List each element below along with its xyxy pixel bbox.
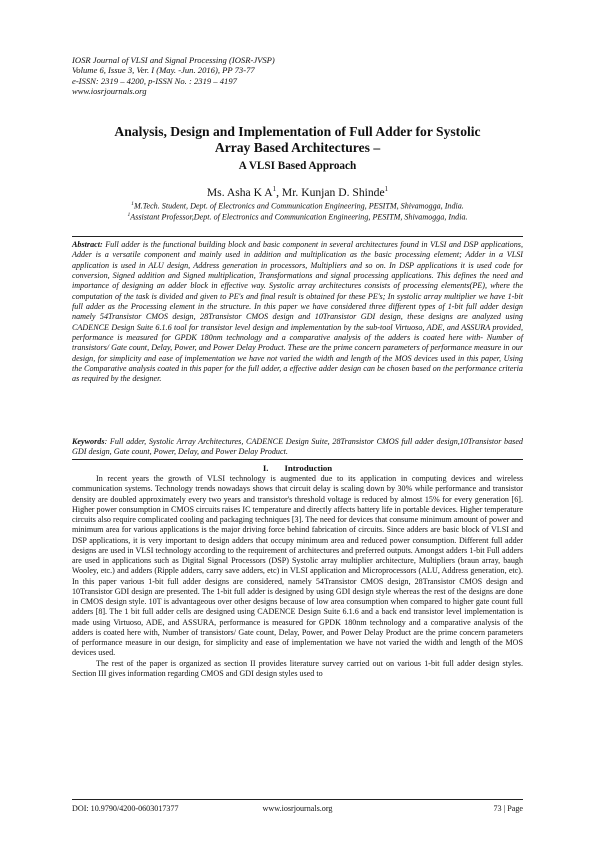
section-heading-introduction	[60, 463, 535, 474]
introduction-body	[72, 474, 523, 679]
abstract-text: Full adder is the functional building block and basic component in several architectures found in VLSI and DSP applications, Adder is a versatile component and mainly used in addition and multiplication as the basic processing element; Adder in a VLSI application is used in ALU design, Address generation in processors, Multipliers and so on. In DSP applications it is used code for conversion, Signed addition and Signed multiplication, Transformations and signal processing applications. This defines the need and importance of designing an adder block in effective way. Systolic array architectures consists of processing elements(PE), where the computation of the task is divided and given to PE's and final result is obtained for these PE's; In systolic array multiplier we have 1-bit full adder as the Processing element in the structure. In this paper we have considered three different types of 1-bit full adder design namely 54Transistor CMOS design, 28Transistor CMOS design and 10Transistor GDI design, these designs are analyzed using CADENCE Design Suite 6.1.6 tool for transistor level design and implementation by the sub-tool Virtuoso, ADE, and ASSURA provided, performance is measured for GPDK 180nm technology and a comparative analysis of the adders is coated here with- Number of transistors/ Gate count, Delay, Power, and Power Delay Product. These are the prime concern parameters of performance measure in our design, for simplicity and ease of implementation we have not varied the width and length of the MOS devices used in this paper, Using the Comparative analysis coated in this paper for the full adder, a effective adder design can be chosen based on the performance criteria as required by the designer.	[72, 240, 523, 384]
abstract	[72, 240, 523, 385]
paper-subtitle: A VLSI Based Approach	[238, 160, 357, 172]
author-2: Mr. Kunjan D. Shinde	[281, 185, 385, 199]
author-1-mark: 1	[272, 185, 277, 193]
affiliation-1-text: M.Tech. Student, Dept. of Electronics and Communication Engineering, PESITM, Shivamogga, India.	[133, 201, 464, 211]
journal-website: www.iosrjournals.org	[72, 85, 147, 96]
abstract-label: Abstract:	[72, 240, 103, 249]
author-1: Ms. Asha K A	[206, 185, 273, 199]
journal-volume: Volume 6, Issue 3, Ver. I (May. -Jun. 2016), PP 73-77	[72, 65, 255, 76]
paper-title-line2: Array Based Architectures –	[214, 139, 381, 155]
footer-website: www.iosrjournals.org	[262, 804, 333, 813]
keywords	[72, 437, 523, 458]
author-2-mark: 1	[384, 185, 389, 193]
footer-doi: DOI: 10.9790/4200-0603017377	[72, 804, 179, 813]
footer-rule	[72, 799, 523, 800]
keywords-text: : Full adder, Systolic Array Architectures, CADENCE Design Suite, 28Transistor CMOS full adder design,10Transistor based GDI design, Gate count, Power, Delay, and Power Delay Product.	[72, 437, 523, 457]
abstract-top-rule	[72, 236, 523, 237]
keywords-label: Keywords	[72, 437, 105, 446]
introduction-paragraph-1: In recent years the growth of VLSI technology is augmented due to its application in computing devices and wireless communication systems. Technology trends nowadays shows that circuit delay is scaling down by 30% while performance and transistor density are doubled approximately every two years and transistor's threshold voltage is reduced by almost 15% for every generation [6]. Higher power consumption in CMOS circuits raises IC temperature and directly affects battery life in portable devices. Higher temperature circuits also require complicated cooling and packaging techniques [3]. The need for devices that consume minimum amount of power and minimum area for various applications is the major driving force behind fabrication of circuits. Since adders are basic block of VLSI and DSP applications, it is very important to design adders that occupy minimum area and reduced power consumption. Different full adder designs are used in VLSI technology according to the requirement of architectures and preferred outputs. Amongst adders 1-bit Full adders are used in applications such as Digital Signal Processors (DSP) Systolic array multiplier architecture, Multipliers (braun array, baugh Wooley, etc.) and adders (Ripple adders, carry save adders, etc) in VLSI application and Microprocessors (ALU, Address generation, etc). In this paper various 1-bit full adder designs are considered, namely 54Transistor CMOS design, 28Transistor CMOS design and 10Transistor GDI design are presented. The 1-bit full adder is designed by using GDI design style whereas the rest of the designs are done in CMOS design style. 10T is advantageous over other designs because of low area consumption when compared to higher gate count full adders [8]. The 1 bit full adder cells are designed using CADENCE Design Suite 6.1.6 and a back end transistor level implementation is made using Virtuoso, ADE, and ASSURA, performance is measured for GPDK 180nm technology and a comparative analysis of the adders is coated here with, Number of transistors/ Gate count, Delay, Power, and Power Delay Product are the prime concern parameters of performance measure in our design, for simplicity and ease of implementation we have not varied the width and length of the MOS devices used.	[72, 474, 523, 658]
page-footer	[72, 803, 523, 814]
affiliation-2	[60, 210, 535, 223]
journal-header	[72, 55, 523, 96]
affiliation-2-mark: 1	[127, 212, 131, 218]
journal-issn: e-ISSN: 2319 – 4200, p-ISSN No. : 2319 – 4197	[72, 75, 237, 86]
paper-title	[60, 124, 535, 155]
paper-title-line1: Analysis, Design and Implementation of Full Adder for Systolic	[114, 124, 481, 139]
section-title: Introduction	[284, 463, 333, 473]
footer-page-number: 73 | Page	[493, 804, 523, 813]
introduction-paragraph-2: The rest of the paper is organized as section II provides literature survey carried out on various 1-bit full adder design styles. Section III gives information regarding CMOS and GDI design styles used to	[72, 658, 523, 678]
affiliation-2-text: Assistant Professor,Dept. of Electronics and Communication Engineering, PESITM, Shivamogga, India.	[130, 212, 468, 222]
section-number: I.	[262, 463, 269, 473]
author-separator: ,	[276, 185, 282, 199]
journal-name: IOSR Journal of VLSI and Signal Processing (IOSR-JVSP)	[72, 55, 275, 65]
affiliation-1-mark: 1	[131, 201, 134, 207]
abstract-bottom-rule	[72, 459, 523, 460]
author-line	[60, 183, 535, 199]
